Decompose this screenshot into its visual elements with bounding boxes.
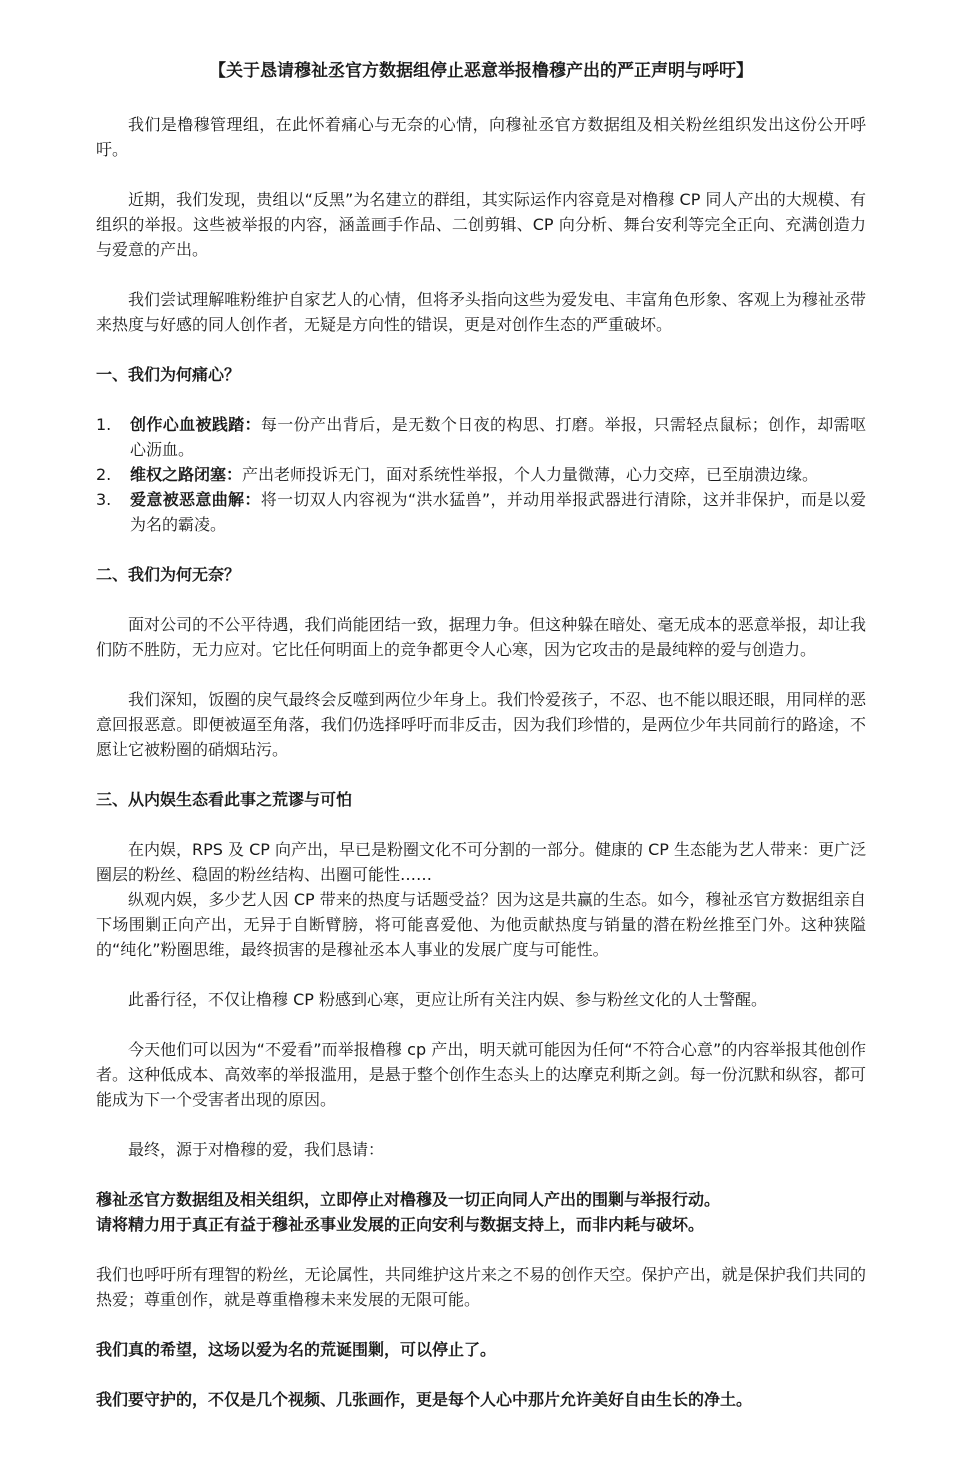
section-1-heading: 一、我们为何痛心？: [96, 365, 241, 384]
statement-document: [96, 58, 866, 1412]
section-3-heading: 三、从内娱生态看此事之荒谬与可怕: [96, 790, 353, 809]
section-3-paragraph-2: 此番行径，不仅让橹穆 CP 粉感到心寒，更应让所有关注内娱、参与粉丝文化的人士警醒。: [128, 990, 767, 1009]
list-item-text: 每一份产出背后，是无数个日夜的构思、打磨。举报，只需轻点鼠标；创作，却需呕心沥血。: [130, 415, 866, 459]
section-3-paragraph-1a: 在内娱，RPS 及 CP 向产出，早已是粉圈文化不可分割的一部分。健康的 CP 生态能为艺人带来：更广泛圈层的粉丝、稳固的粉丝结构、出圈可能性……: [96, 840, 866, 884]
intro-paragraph-1: 我们是橹穆管理组，在此怀着痛心与无奈的心情，向穆祉丞官方数据组及相关粉丝组织发出这份公开呼吁。: [96, 115, 866, 159]
reasons-list: [96, 412, 866, 537]
list-item-number: 2.: [96, 465, 112, 484]
list-item-text: 将一切双人内容视为“洪水猛兽”，并动用举报武器进行清除，这并非保护，而是以爱为名的霸凌。: [130, 490, 866, 534]
section-3-paragraph-1b: 纵观内娱，多少艺人因 CP 带来的热度与话题受益？因为这是共赢的生态。如今，穆祉丞官方数据组亲自下场围剿正向产出，无异于自断臂膀，将可能喜爱他、为他贡献热度与销量的潜在粉丝推至门外。这种狭隘的“纯化”粉圈思维，最终损害的是穆祉丞本人事业的发展广度与可能性。: [96, 890, 866, 959]
list-item: [96, 412, 866, 462]
list-item-label: 维权之路闭塞：: [130, 465, 243, 484]
closing-bold-2: 我们要守护的，不仅是几个视频、几张画作，更是每个人心中那片允许美好自由生长的净土。: [96, 1390, 753, 1409]
list-item-label: 创作心血被践踏：: [130, 415, 261, 434]
section-2-paragraph-2: 我们深知，饭圈的戾气最终会反噬到两位少年身上。我们怜爱孩子，不忍、也不能以眼还眼，用同样的恶意回报恶意。即便被逼至角落，我们仍选择呼吁而非反击，因为我们珍惜的，是两位少年共同前行的路途，不愿让它被粉圈的硝烟玷污。: [96, 690, 866, 759]
list-item: [96, 487, 866, 537]
list-item: [96, 462, 866, 487]
list-item-number: 3.: [96, 490, 112, 509]
list-item-label: 爱意被恶意曲解：: [130, 490, 261, 509]
appeal-line-2: 请将精力用于真正有益于穆祉丞事业发展的正向安利与数据支持上，而非内耗与破坏。: [96, 1215, 705, 1234]
closing-bold-1: 我们真的希望，这场以爱为名的荒诞围剿，可以停止了。: [96, 1340, 497, 1359]
intro-paragraph-3: 我们尝试理解唯粉维护自家艺人的心情，但将矛头指向这些为爱发电、丰富角色形象、客观上为穆祉丞带来热度与好感的同人创作者，无疑是方向性的错误，更是对创作生态的严重破坏。: [96, 290, 866, 334]
section-3-paragraph-4: 最终，源于对橹穆的爱，我们恳请：: [128, 1140, 385, 1159]
section-2-paragraph-1: 面对公司的不公平待遇，我们尚能团结一致，据理力争。但这种躲在暗处、毫无成本的恶意举报，却让我们防不胜防，无力应对。它比任何明面上的竞争都更令人心寒，因为它攻击的是最纯粹的爱与创造力。: [96, 615, 866, 659]
appeal-line-1: 穆祉丞官方数据组及相关组织，立即停止对橹穆及一切正向同人产出的围剿与举报行动。: [96, 1190, 721, 1209]
list-item-number: 1.: [96, 415, 112, 434]
list-item-text: 产出老师投诉无门，面对系统性举报，个人力量微薄，心力交瘁，已至崩溃边缘。: [242, 465, 819, 484]
closing-paragraph: 我们也呼吁所有理智的粉丝，无论属性，共同维护这片来之不易的创作天空。保护产出，就是保护我们共同的热爱；尊重创作，就是尊重橹穆未来发展的无限可能。: [96, 1265, 866, 1309]
section-2-heading: 二、我们为何无奈？: [96, 565, 241, 584]
intro-paragraph-2: 近期，我们发现，贵组以“反黑”为名建立的群组，其实际运作内容竟是对橹穆 CP 同人产出的大规模、有组织的举报。这些被举报的内容，涵盖画手作品、二创剪辑、CP 向分析、舞台安利等完全正向、充满创造力与爱意的产出。: [96, 190, 866, 259]
section-3-paragraph-3: 今天他们可以因为“不爱看”而举报橹穆 cp 产出，明天就可能因为任何“不符合心意”的内容举报其他创作者。这种低成本、高效率的举报滥用，是悬于整个创作生态头上的达摩克利斯之剑。每一份沉默和纵容，都可能成为下一个受害者出现的原因。: [96, 1040, 866, 1109]
document-title: 【关于恳请穆祉丞官方数据组停止恶意举报橹穆产出的严正声明与呼吁】: [209, 61, 753, 81]
